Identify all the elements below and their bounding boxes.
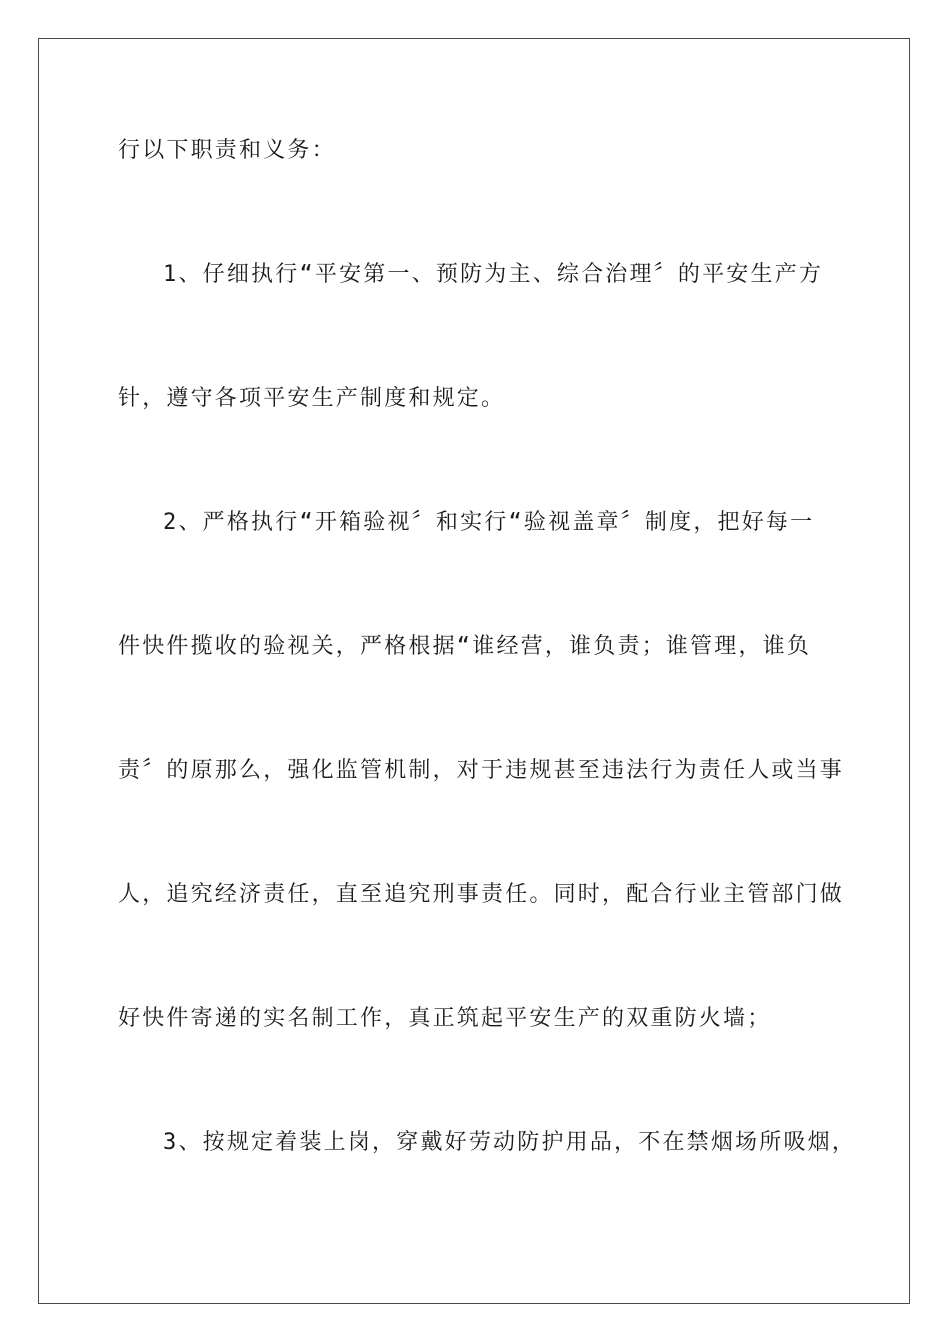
- text-line: 好快件寄递的实名制工作，真正筑起平安生产的双重防火墙；: [118, 1006, 772, 1031]
- text-line: 行以下职责和义务：: [118, 138, 336, 163]
- text-line-item-1: 1、仔细执行“平安第一、预防为主、综合治理〞的平安生产方: [163, 262, 824, 287]
- text-line: 人，追究经济责任，直至追究刑事责任。同时，配合行业主管部门做: [118, 882, 845, 907]
- text-line-item-2: 2、严格执行“开箱验视〞和实行“验视盖章〞制度，把好每一: [163, 510, 815, 535]
- text-line: 件快件揽收的验视关，严格根据“谁经营，谁负责；谁管理，谁负: [118, 634, 812, 659]
- text-line-item-3: 3、按规定着装上岗，穿戴好劳动防护用品，不在禁烟场所吸烟，: [163, 1130, 857, 1155]
- page-border: [38, 38, 910, 1304]
- text-line: 责〞的原那么，强化监管机制，对于违规甚至违法行为责任人或当事: [118, 758, 845, 783]
- text-line: 针，遵守各项平安生产制度和规定。: [118, 386, 506, 411]
